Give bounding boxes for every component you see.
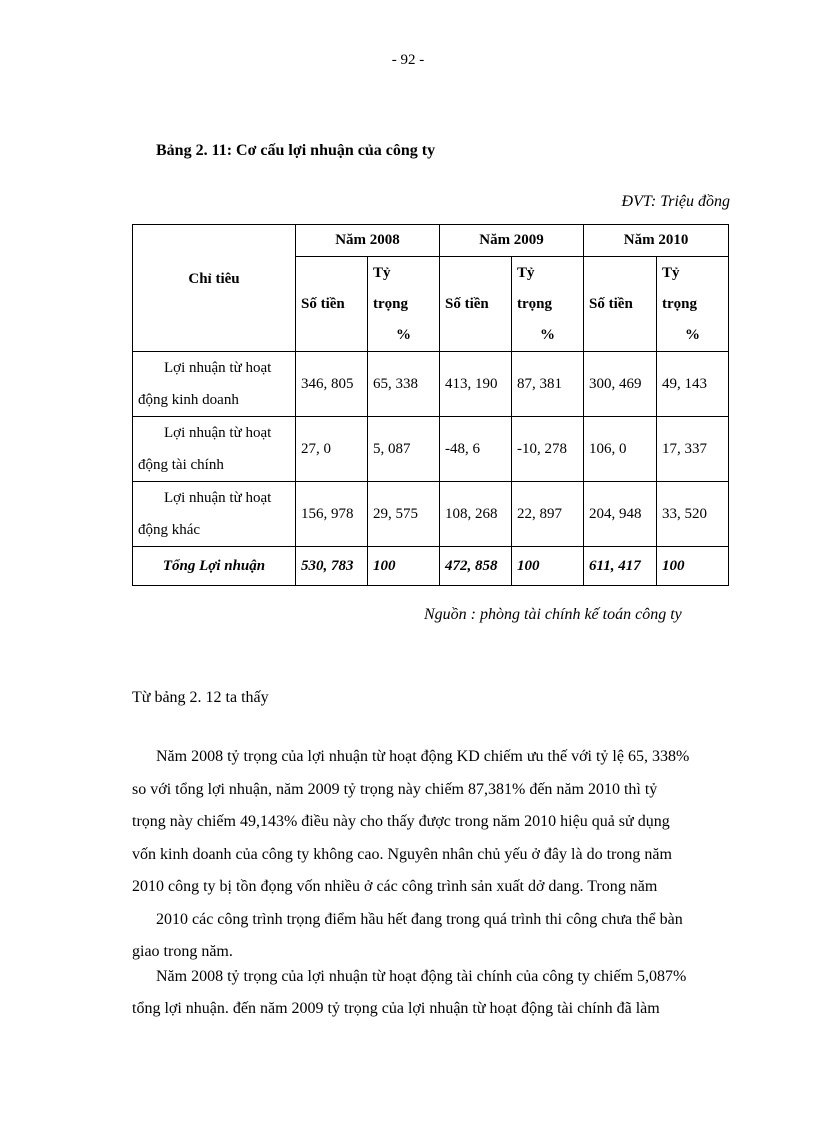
cell-value: 300, 469: [584, 352, 657, 417]
paragraph-line: tổng lợi nhuận. đến năm 2009 tỷ trọng của lợi nhuận từ hoạt động tài chính đã làm: [132, 1000, 660, 1017]
paragraph-line: trọng này chiếm 49,143% điều này cho thấy được trong năm 2010 hiệu quả sử dụng: [132, 813, 670, 830]
header-amount: Số tiền: [584, 257, 657, 352]
table-row: [133, 352, 729, 417]
paragraph-line: Năm 2008 tỷ trọng của lợi nhuận từ hoạt động KD chiếm ưu thế với tỷ lệ 65, 338%: [156, 748, 690, 765]
total-value: 100: [512, 547, 584, 586]
table-row: [133, 482, 729, 547]
row-label-line1: Lợi nhuận từ hoạt: [164, 490, 272, 506]
header-year-2008: Năm 2008: [296, 225, 440, 257]
cell-value: 27, 0: [296, 417, 368, 482]
row-label-line1: Lợi nhuận từ hoạt: [164, 425, 272, 441]
table-row: [133, 417, 729, 482]
intro-text: Từ bảng 2. 12 ta thấy: [132, 689, 269, 706]
header-share-line1: Tỷ: [517, 264, 535, 281]
total-value: 100: [368, 547, 440, 586]
header-share: [657, 257, 729, 352]
cell-value: 87, 381: [512, 352, 584, 417]
header-amount: Số tiền: [296, 257, 368, 352]
paragraph-line: giao trong năm.: [132, 943, 233, 960]
header-share-line1: Tỷ: [662, 264, 680, 281]
table-source: Nguồn : phòng tài chính kế toán công ty: [424, 606, 682, 623]
header-year-2009: Năm 2009: [440, 225, 584, 257]
header-share-line3: %: [540, 326, 556, 343]
header-share: [368, 257, 440, 352]
page-number: - 92 -: [391, 52, 425, 68]
header-share-line2: trọng: [517, 295, 553, 312]
total-value: 611, 417: [584, 547, 657, 586]
total-label: Tổng Lợi nhuận: [133, 547, 296, 586]
paragraph-line: 2010 các công trình trọng điểm hầu hết đang trong quá trình thi công chưa thể bàn: [156, 910, 683, 928]
row-label-line2: động khác: [138, 522, 201, 538]
paragraph-line: Năm 2008 tỷ trọng của lợi nhuận từ hoạt động tài chính của công ty chiếm 5,087%: [156, 968, 687, 985]
header-share-line3: %: [685, 326, 701, 343]
row-label: [133, 417, 296, 482]
cell-value: 413, 190: [440, 352, 512, 417]
header-share-line3: %: [396, 326, 411, 343]
cell-value: 106, 0: [584, 417, 657, 482]
paragraph-line: vốn kinh doanh của công ty không cao. Nguyên nhân chủ yếu ở đây là do trong năm: [132, 845, 672, 863]
cell-value: 108, 268: [440, 482, 512, 547]
row-label-line2: động kinh doanh: [138, 392, 239, 408]
profit-structure-table: [132, 224, 729, 586]
row-label: [133, 482, 296, 547]
unit-label: ĐVT: Triệu đồng: [621, 193, 730, 210]
cell-value: -48, 6: [440, 417, 512, 482]
cell-value: 17, 337: [657, 417, 729, 482]
paragraph-1: [132, 741, 740, 969]
cell-value: 22, 897: [512, 482, 584, 547]
header-indicator: Chỉ tiêu: [133, 225, 296, 352]
header-share-line2: trọng: [373, 295, 408, 312]
cell-value: 156, 978: [296, 482, 368, 547]
table-title: Bảng 2. 11: Cơ cấu lợi nhuận của công ty: [156, 142, 436, 159]
row-label: [133, 352, 296, 417]
cell-value: 346, 805: [296, 352, 368, 417]
cell-value: 49, 143: [657, 352, 729, 417]
cell-value: 204, 948: [584, 482, 657, 547]
header-share-line2: trọng: [662, 295, 698, 312]
paragraph-line: so với tổng lợi nhuận, năm 2009 tỷ trọng này chiếm 87,381% đến năm 2010 thì tỷ: [132, 780, 658, 798]
row-label-line2: động tài chính: [138, 457, 224, 473]
header-year-2010: Năm 2010: [584, 225, 729, 257]
cell-value: 29, 575: [368, 482, 440, 547]
cell-value: 65, 338: [368, 352, 440, 417]
row-label-line1: Lợi nhuận từ hoạt: [164, 360, 272, 376]
paragraph-line: 2010 công ty bị tồn đọng vốn nhiều ở các công trình sản xuất dở dang. Trong năm: [132, 878, 658, 895]
cell-value: -10, 278: [512, 417, 584, 482]
total-value: 472, 858: [440, 547, 512, 586]
header-share-line1: Tỷ: [373, 264, 391, 281]
total-row: [133, 547, 729, 586]
cell-value: 33, 520: [657, 482, 729, 547]
header-amount: Số tiền: [440, 257, 512, 352]
total-value: 530, 783: [296, 547, 368, 586]
paragraph-2: [132, 961, 740, 1025]
cell-value: 5, 087: [368, 417, 440, 482]
total-value: 100: [657, 547, 729, 586]
header-share: [512, 257, 584, 352]
